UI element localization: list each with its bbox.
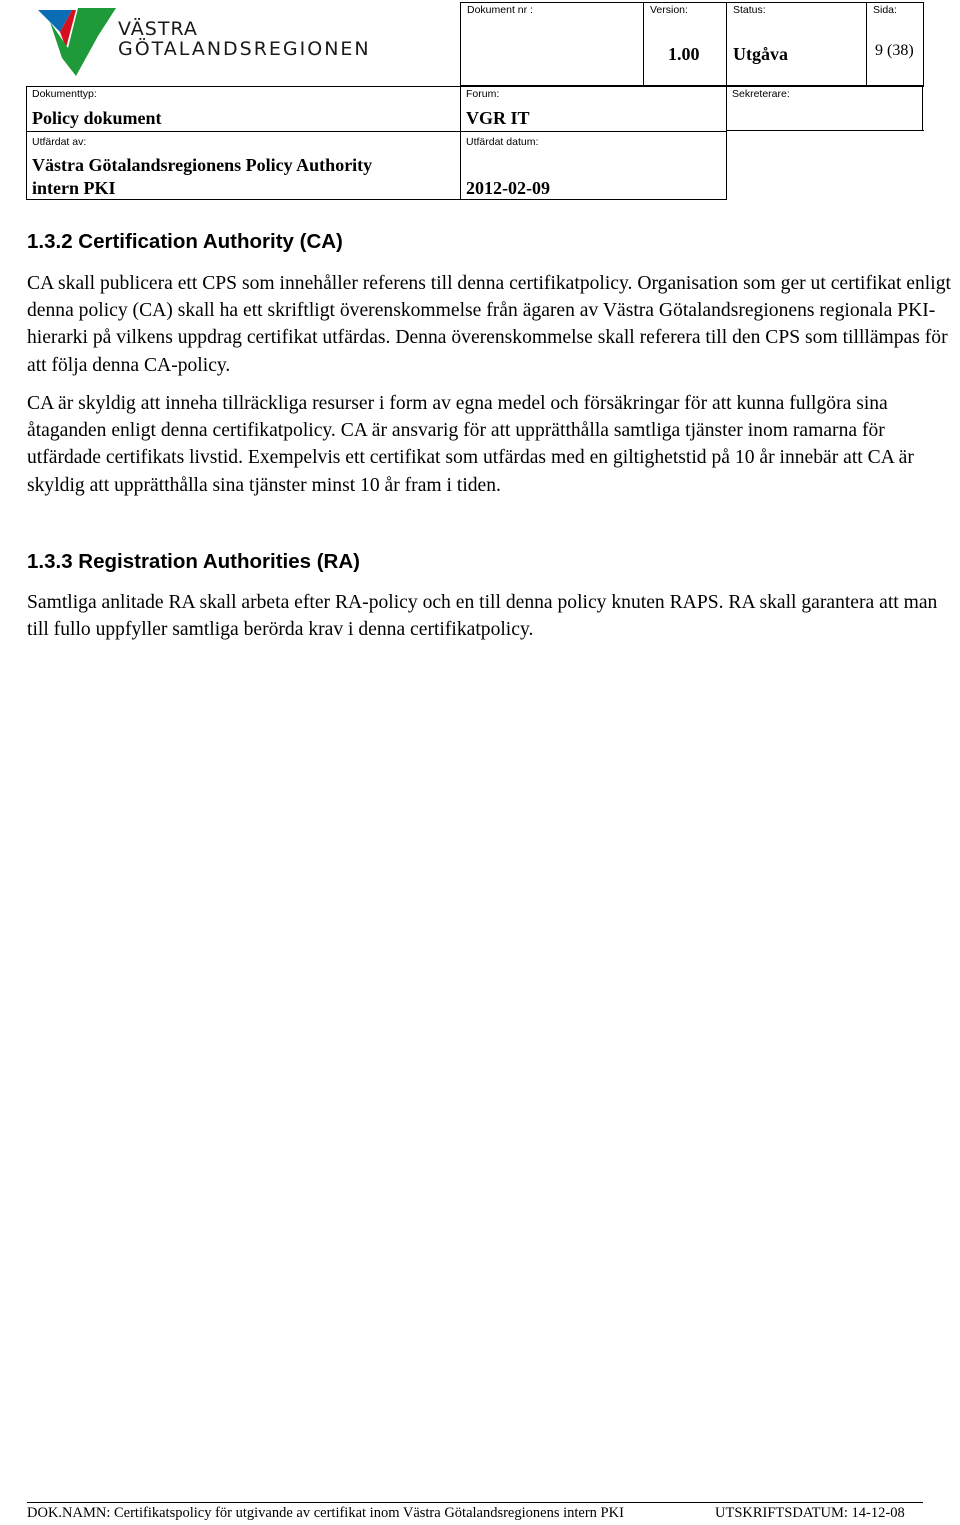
divider	[643, 2, 644, 86]
divider	[460, 86, 461, 200]
section-heading: 1.3.3 Registration Authorities (RA)	[27, 550, 360, 573]
utfardat-datum-label: Utfärdat datum:	[466, 136, 539, 148]
version-label: Version:	[650, 4, 688, 16]
org-name-line1: VÄSTRA	[118, 18, 198, 40]
divider	[26, 131, 727, 132]
utfardat-datum-value: 2012-02-09	[466, 178, 550, 198]
dokument-nr-label: Dokument nr :	[467, 4, 533, 16]
status-label: Status:	[733, 4, 766, 16]
divider	[26, 86, 924, 87]
body-paragraph: CA är skyldig att inneha tillräckliga resurser i form av egna medel och försäkringar för att kunna fullgöra sina åtaganden enligt denna certifikatpolicy. CA är ansvarig för att upprätthålla samtliga tjänster inom ramarna för utfärdade certifikats livstid. Exempelvis ett certifikat som utfärdas med en giltighetstid på 10 år innebär att CA är skyldig att upprätthålla sina tjänster minst 10 år fram i tiden.	[27, 393, 914, 496]
divider	[866, 2, 867, 86]
divider	[726, 130, 924, 131]
vgr-emblem-icon	[38, 8, 116, 78]
body-paragraph: CA skall publicera ett CPS som innehåller referens till denna certifikatpolicy. Organisation som ger ut certifikat enligt denna policy (CA) skall ha ett skriftligt överenskommelse från ägaren av Västra Götalandsregionens regionala PKI-hierarki på vilkens uppdrag certifikat utfärdas. Denna överenskommelse skall referera till den CPS som tilllämpas för att följa denna CA-policy.	[27, 273, 951, 376]
section-heading: 1.3.2 Certification Authority (CA)	[27, 230, 343, 253]
dokumenttyp-value: Policy dokument	[32, 108, 162, 128]
body-paragraph: Samtliga anlitade RA skall arbeta efter RA-policy och en till denna policy knuten RAPS. RA skall garantera att man till fullo uppfyller samtliga berörda krav i denna certifikatpolicy.	[27, 592, 938, 641]
status-value: Utgåva	[733, 44, 788, 64]
dokumenttyp-label: Dokumenttyp:	[32, 88, 97, 100]
forum-label: Forum:	[466, 88, 500, 100]
utfardat-av-value-line2: intern PKI	[32, 178, 116, 198]
utfardat-av-label: Utfärdat av:	[32, 136, 87, 148]
divider	[26, 199, 727, 200]
footer-printdate: UTSKRIFTSDATUM: 14-12-08	[715, 1505, 905, 1521]
utfardat-av-value-line1: Västra Götalandsregionens Policy Authority	[32, 155, 373, 175]
vgr-logo	[38, 8, 378, 80]
divider	[726, 86, 727, 200]
sekreterare-label: Sekreterare:	[732, 88, 790, 100]
sida-label: Sida:	[873, 4, 897, 16]
footer-divider	[27, 1502, 923, 1503]
divider	[726, 2, 727, 86]
divider	[922, 86, 923, 131]
version-value: 1.00	[668, 44, 700, 64]
forum-value: VGR IT	[466, 108, 530, 128]
sida-value: 9 (38)	[875, 42, 914, 59]
footer-docname: DOK.NAMN: Certifikatspolicy för utgivande av certifikat inom Västra Götalandsregionens intern PKI	[27, 1505, 624, 1521]
divider	[26, 86, 27, 200]
org-name-line2: GÖTALANDSREGIONEN	[118, 38, 371, 60]
